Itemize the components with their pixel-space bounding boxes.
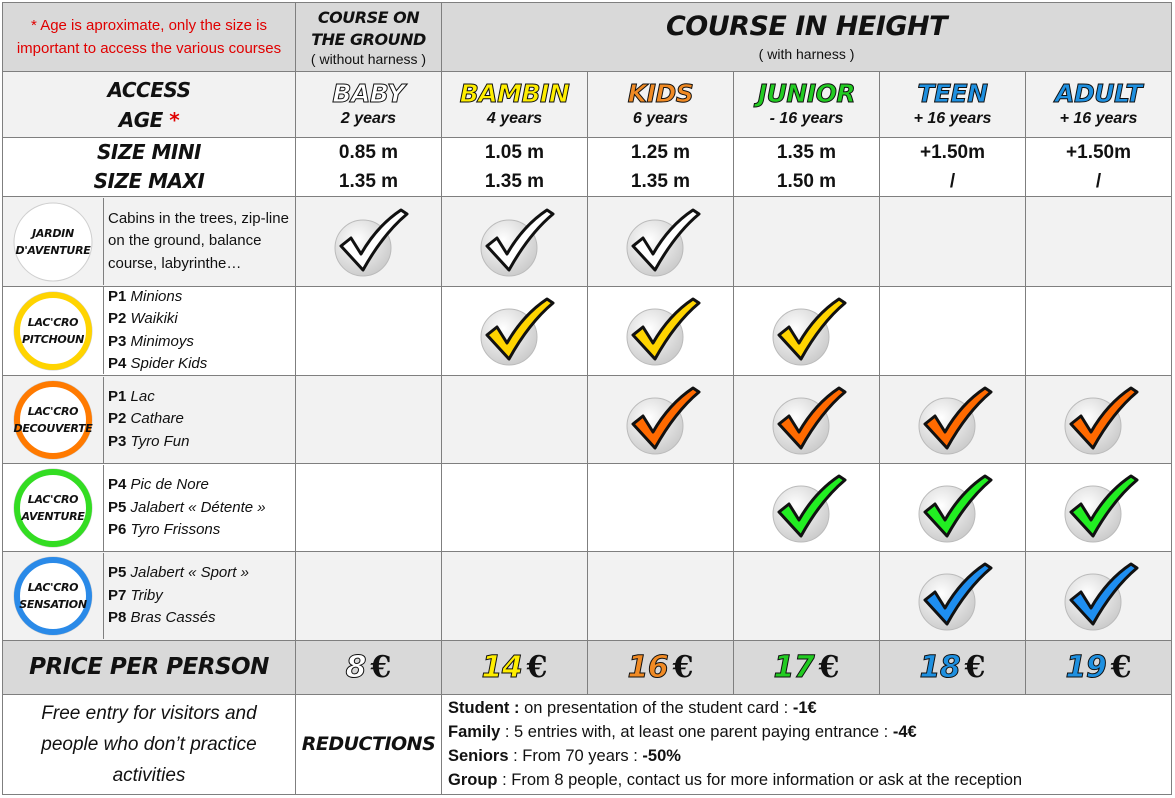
- course-code: P7: [108, 586, 127, 604]
- size-maxi: 1.35 m: [630, 171, 691, 193]
- price-value: 16: [627, 649, 669, 685]
- check-mark-icon: [473, 293, 557, 369]
- price-value: 8: [345, 649, 367, 685]
- access-label: ACCESS: [107, 77, 191, 102]
- access-cell: [588, 197, 734, 286]
- course-info: [3, 377, 295, 463]
- badge-text: [10, 377, 96, 463]
- size-mini: 1.25 m: [630, 142, 691, 164]
- reduction-value: -1€: [792, 699, 817, 718]
- badge-line: LAC'CRO: [27, 315, 79, 329]
- badge-wrap: [3, 553, 103, 639]
- access-cell: [442, 464, 588, 552]
- course-info-cell: [3, 197, 296, 286]
- access-cell: [734, 464, 880, 552]
- euro-symbol: €: [672, 649, 694, 685]
- course-description: [103, 287, 295, 374]
- access-cell: [442, 197, 588, 286]
- course-rows: [3, 197, 1172, 640]
- badge-line: PITCHOUN: [21, 332, 85, 346]
- access-cell: [588, 286, 734, 375]
- euro-symbol: €: [370, 649, 392, 685]
- size-cell: [880, 138, 1026, 197]
- size-maxi: 1.35 m: [338, 171, 399, 193]
- access-cell: [734, 552, 880, 640]
- reduction-label: Student :: [448, 699, 520, 718]
- category-age: - 16 years: [769, 109, 844, 127]
- badge-text: [10, 288, 96, 374]
- course-badge: [10, 553, 96, 639]
- badge-text: [10, 465, 96, 551]
- access-cell: [880, 464, 1026, 552]
- size-cell: [734, 138, 880, 197]
- reduction-text: : From 70 years :: [508, 747, 643, 766]
- access-cell: [1026, 286, 1172, 375]
- course-info: [3, 553, 295, 639]
- course-code: P1: [108, 387, 127, 405]
- reduction-value: -50%: [642, 747, 681, 766]
- course-info-cell: [3, 375, 296, 463]
- access-cell: [588, 464, 734, 552]
- access-cell: [880, 552, 1026, 640]
- category-baby: [296, 72, 442, 138]
- size-maxi: /: [1095, 171, 1102, 193]
- category-adult: [1026, 72, 1172, 138]
- course-code: P8: [108, 609, 127, 627]
- price-cell: [442, 640, 588, 694]
- reductions-label: REDUCTIONS: [301, 733, 436, 756]
- course-item: [108, 308, 295, 331]
- height-header-cell: [442, 3, 1172, 72]
- reduction-value: -4€: [892, 723, 917, 742]
- free-entry-cell: [3, 694, 296, 794]
- size-label-cell: [3, 138, 296, 197]
- size-cell: [296, 138, 442, 197]
- check-mark-icon: [327, 204, 411, 280]
- size-mini: +1.50m: [1066, 142, 1132, 164]
- course-name: Jalabert « Détente »: [130, 498, 266, 516]
- reductions-label-cell: [296, 694, 442, 794]
- access-cell: [734, 197, 880, 286]
- access-cell: [880, 286, 1026, 375]
- euro-symbol: €: [526, 649, 548, 685]
- course-name: Triby: [130, 586, 163, 604]
- age-note: * Age is aproximate, only the size is important to access the various courses: [16, 17, 282, 58]
- check-mark-icon: [473, 204, 557, 280]
- course-item: [108, 386, 295, 409]
- access-cell: [588, 375, 734, 463]
- course-name: Jalabert « Sport »: [130, 564, 249, 582]
- access-cell: [442, 552, 588, 640]
- course-code: P2: [108, 410, 127, 428]
- access-cell: [1026, 375, 1172, 463]
- badge-line: AVENTURE: [21, 509, 85, 523]
- check-mark-icon: [765, 293, 849, 369]
- size-mini: 0.85 m: [338, 142, 399, 164]
- course-item: [108, 497, 295, 520]
- access-cell: [1026, 552, 1172, 640]
- size-maxi: /: [949, 171, 956, 193]
- reduction-label: Group: [448, 771, 498, 790]
- course-code: P3: [108, 332, 127, 350]
- size-cell: [588, 138, 734, 197]
- access-cell: [296, 197, 442, 286]
- course-description: [103, 465, 295, 551]
- price-value: 19: [1065, 649, 1107, 685]
- size-mini-label: SIZE MINI: [97, 140, 201, 165]
- category-name: BABY: [332, 78, 405, 108]
- reduction-text: : 5 entries with, at least one parent paying entrance :: [500, 723, 893, 742]
- category-junior: [734, 72, 880, 138]
- access-cell: [1026, 197, 1172, 286]
- course-item: [108, 331, 295, 354]
- access-cell: [296, 375, 442, 463]
- course-code: P1: [108, 287, 127, 305]
- access-cell: [442, 286, 588, 375]
- size-maxi: 1.35 m: [484, 171, 545, 193]
- height-subtitle: ( with harness ): [758, 46, 855, 63]
- age-star: *: [169, 107, 180, 132]
- check-mark-icon: [911, 382, 995, 458]
- badge-text: [10, 553, 96, 639]
- course-code: P4: [108, 476, 127, 493]
- access-age-label-cell: [3, 72, 296, 138]
- size-mini: 1.05 m: [484, 142, 545, 164]
- price-cell: [296, 640, 442, 694]
- course-name: Minions: [130, 287, 183, 305]
- course-badge: [10, 377, 96, 463]
- reductions-list: [442, 694, 1172, 794]
- course-info-cell: [3, 464, 296, 552]
- course-badge: [10, 288, 96, 374]
- reduction-text: on presentation of the student card :: [519, 699, 793, 718]
- check-mark-icon: [619, 293, 703, 369]
- category-age: 6 years: [632, 109, 689, 127]
- badge-line: D'AVENTURE: [15, 243, 91, 257]
- check-mark-icon: [911, 470, 995, 546]
- course-info-cell: [3, 552, 296, 640]
- ground-subtitle: ( without harness ): [310, 51, 427, 68]
- course-name: Minimoys: [130, 332, 194, 350]
- price-value: 18: [919, 649, 961, 685]
- euro-symbol: €: [1110, 649, 1132, 685]
- course-code: P5: [108, 498, 127, 516]
- category-age: + 16 years: [1059, 109, 1138, 127]
- pricing-table: [2, 2, 1172, 795]
- reduction-text: : From 8 people, contact us for more information or ask at the reception: [497, 771, 1023, 790]
- category-age: + 16 years: [913, 109, 992, 127]
- price-value: 17: [773, 649, 815, 685]
- category-name: BAMBIN: [459, 78, 570, 108]
- category-name: TEEN: [917, 78, 988, 108]
- course-item: [108, 408, 295, 431]
- course-name: Tyro Frissons: [130, 521, 221, 538]
- course-row: [3, 375, 1172, 463]
- badge-wrap: [3, 377, 103, 463]
- course-code: P6: [108, 521, 127, 538]
- badge-line: LAC'CRO: [27, 580, 79, 594]
- course-item: [108, 519, 295, 542]
- badge-line: JARDIN: [32, 226, 74, 240]
- course-name: Tyro Fun: [130, 432, 190, 450]
- check-mark-icon: [1057, 470, 1141, 546]
- course-name: Cathare: [130, 410, 184, 428]
- reduction-label: Family: [448, 723, 501, 742]
- badge-wrap: [3, 465, 103, 551]
- course-info: [3, 465, 295, 551]
- badge-line: DECOUVERTE: [13, 421, 93, 435]
- category-age: 2 years: [340, 109, 397, 127]
- check-mark-icon: [1057, 558, 1141, 634]
- course-code: P5: [108, 564, 127, 582]
- course-item: [108, 607, 295, 630]
- course-info: [3, 287, 295, 374]
- category-name: JUNIOR: [757, 78, 856, 108]
- price-value: 14: [481, 649, 523, 685]
- category-teen: [880, 72, 1026, 138]
- course-badge: [10, 199, 96, 285]
- category-bambin: [442, 72, 588, 138]
- category-name: KIDS: [627, 78, 694, 108]
- price-cell: [1026, 640, 1172, 694]
- access-cell: [296, 286, 442, 375]
- check-mark-icon: [765, 470, 849, 546]
- course-item: [108, 286, 295, 308]
- price-cell: [880, 640, 1026, 694]
- course-item: [108, 353, 295, 375]
- price-label-cell: [3, 640, 296, 694]
- category-kids: [588, 72, 734, 138]
- age-label: AGE: [118, 107, 163, 132]
- reduction-item: [448, 744, 1171, 768]
- course-item: [108, 431, 295, 454]
- course-item: [108, 562, 295, 585]
- price-row: [3, 640, 1172, 694]
- category-name: ADULT: [1055, 78, 1142, 108]
- reduction-item: [448, 696, 1171, 720]
- course-item: [108, 585, 295, 608]
- course-row: [3, 464, 1172, 552]
- age-label-line: [3, 105, 295, 135]
- badge-line: SENSATION: [19, 597, 87, 611]
- course-row: [3, 197, 1172, 286]
- course-description: [103, 377, 295, 463]
- badge-line: LAC'CRO: [27, 404, 79, 418]
- course-code: P4: [108, 355, 127, 373]
- ground-header-cell: [296, 3, 442, 72]
- course-info-cell: [3, 286, 296, 375]
- size-maxi-label: SIZE MAXI: [93, 169, 205, 194]
- age-note-cell: [3, 3, 296, 72]
- check-mark-icon: [1057, 382, 1141, 458]
- reduction-label: Seniors: [448, 747, 509, 766]
- price-cell: [734, 640, 880, 694]
- course-name: Pic de Nore: [130, 476, 209, 493]
- course-description: [103, 198, 295, 285]
- course-code: P3: [108, 432, 127, 450]
- course-code: P2: [108, 310, 127, 328]
- badge-text: [10, 199, 96, 285]
- size-maxi: 1.50 m: [776, 171, 837, 193]
- access-cell: [296, 464, 442, 552]
- free-entry-text: Free entry for visitors and people who don’t practice activities: [41, 702, 257, 786]
- course-item: [108, 474, 295, 497]
- badge-wrap: [3, 288, 103, 374]
- size-cell: [442, 138, 588, 197]
- price-cell: [588, 640, 734, 694]
- badge-line: LAC'CRO: [27, 492, 79, 506]
- description-text: Cabins in the trees, zip-line on the ground, balance course, labyrinthe…: [108, 209, 289, 272]
- course-name: Lac: [130, 387, 155, 405]
- course-row: [3, 552, 1172, 640]
- course-description: [103, 553, 295, 639]
- access-cell: [734, 375, 880, 463]
- size-mini: 1.35 m: [776, 142, 837, 164]
- access-cell: [588, 552, 734, 640]
- height-title: COURSE IN HEIGHT: [665, 11, 948, 43]
- badge-wrap: [3, 199, 103, 285]
- course-name: Waikiki: [130, 310, 178, 328]
- category-age: 4 years: [486, 109, 543, 127]
- access-cell: [296, 552, 442, 640]
- course-name: Bras Cassés: [130, 609, 216, 627]
- size-mini: +1.50m: [920, 142, 985, 164]
- euro-symbol: €: [818, 649, 840, 685]
- course-info: [3, 198, 295, 285]
- check-mark-icon: [619, 204, 703, 280]
- course-name: Spider Kids: [130, 355, 208, 373]
- access-cell: [442, 375, 588, 463]
- euro-symbol: €: [964, 649, 986, 685]
- course-row: [3, 286, 1172, 375]
- check-mark-icon: [911, 558, 995, 634]
- check-mark-icon: [619, 382, 703, 458]
- access-cell: [880, 375, 1026, 463]
- access-cell: [734, 286, 880, 375]
- check-mark-icon: [765, 382, 849, 458]
- access-cell: [1026, 464, 1172, 552]
- size-cell: [1026, 138, 1172, 197]
- access-cell: [880, 197, 1026, 286]
- course-badge: [10, 465, 96, 551]
- reduction-item: [448, 768, 1171, 792]
- price-per-person-label: PRICE PER PERSON: [29, 654, 269, 681]
- ground-title: COURSE ON THE GROUND: [311, 8, 426, 50]
- reduction-item: [448, 720, 1171, 744]
